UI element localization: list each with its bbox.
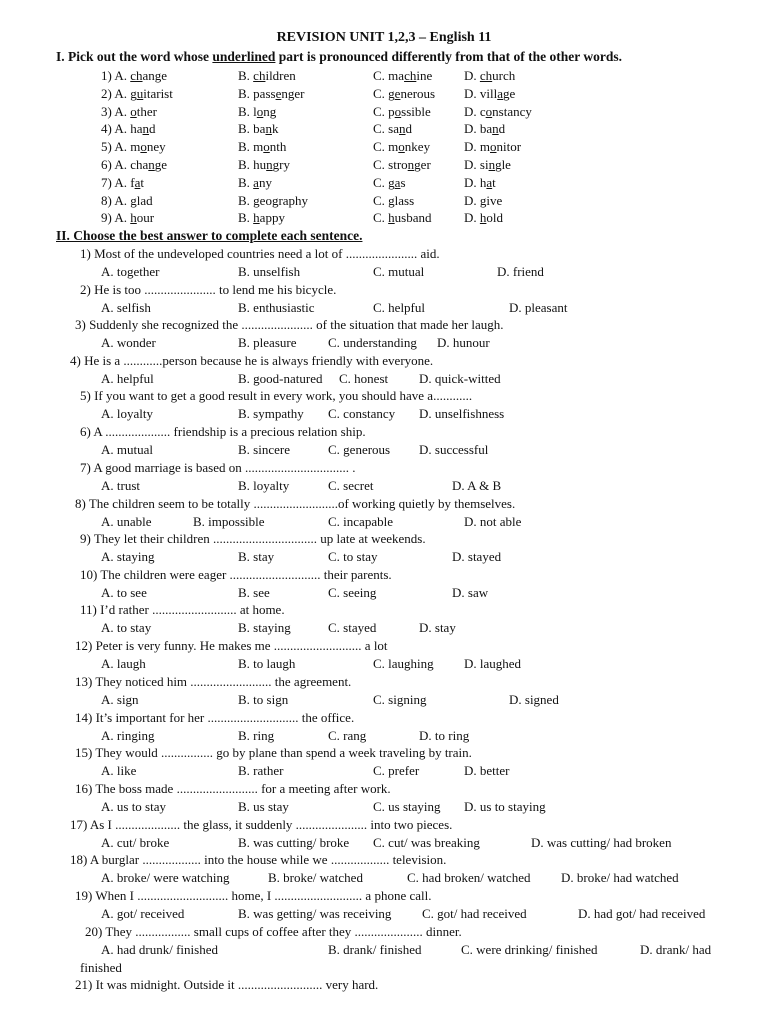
- question-15-option-b: B. rather: [238, 763, 284, 778]
- word-part: ny: [258, 174, 272, 190]
- pronunciation-item-3-option-c: [373, 103, 431, 120]
- underlined-part: n: [492, 121, 499, 137]
- word-part: ng: [263, 103, 277, 119]
- word-part: si: [479, 157, 489, 172]
- underlined-part: g: [130, 192, 137, 208]
- question-19-option-b: B. was getting/ was receiving: [238, 906, 392, 921]
- question-16-option-d: D. us to staying: [464, 799, 546, 814]
- question-10: 10) The children were eager ............................ their parents.: [80, 567, 392, 582]
- question-3-option-c: C. understanding: [328, 335, 417, 350]
- question-16-option-b: B. us stay: [238, 799, 289, 814]
- question-3-option-a: A. wonder: [101, 335, 156, 350]
- question-16-option-a: A. us to stay: [101, 799, 166, 814]
- word-part: ge: [154, 157, 168, 172]
- underlined-part: h: [479, 210, 487, 226]
- question-6-option-b: B. sincere: [238, 442, 290, 457]
- word-part: pass: [253, 85, 276, 101]
- option-letter: C.: [373, 103, 389, 119]
- word-part: ge: [503, 85, 516, 101]
- word-part: our: [136, 210, 155, 226]
- question-14-option-b: B. ring: [238, 728, 275, 743]
- word-part: nstancy: [492, 103, 532, 119]
- question-9-option-a: A. staying: [101, 549, 155, 564]
- heading-text: part is pronounced differently from that of the other words.: [275, 49, 623, 64]
- underlined-part: ch: [130, 68, 143, 83]
- question-20: 20) They ................. small cups of coffee after they ..................... dinner.: [85, 924, 462, 939]
- underlined-part: n: [407, 157, 415, 172]
- question-15-option-d: D. better: [464, 763, 510, 778]
- word-part: itarist: [143, 85, 173, 101]
- question-16: 16) The boss made ......................... for a meeting after work.: [75, 781, 391, 796]
- question-7-option-b: B. loyalty: [238, 478, 290, 493]
- question-4-option-c: C. honest: [339, 371, 389, 386]
- underlined-part: n: [266, 157, 273, 172]
- option-letter: 7) A.: [101, 174, 131, 190]
- pronunciation-item-4-option-a: [101, 120, 156, 137]
- question-2-option-c: C. helpful: [373, 300, 425, 315]
- option-letter: B.: [238, 174, 254, 190]
- question-1: 1) Most of the undeveloped countries need a lot of ...................... aid.: [80, 246, 440, 261]
- pronunciation-item-1-option-c: [373, 67, 432, 84]
- question-20-option-a: A. had drunk/ finished: [101, 942, 218, 957]
- question-4-option-a: A. helpful: [101, 371, 154, 386]
- question-1-option-c: C. mutual: [373, 264, 425, 279]
- question-3-option-d: D. hunour: [437, 335, 490, 350]
- word-part: urch: [492, 68, 516, 83]
- question-7-option-d: D. A & B: [452, 478, 502, 493]
- option-letter: C.: [373, 210, 389, 226]
- underlined-part: n: [148, 157, 155, 172]
- option-letter: 2) A.: [101, 85, 131, 101]
- question-10-option-c: C. seeing: [328, 585, 377, 600]
- underlined-part: e: [275, 85, 282, 101]
- question-15-option-c: C. prefer: [373, 763, 420, 778]
- option-letter: C.: [373, 139, 389, 155]
- question-10-option-a: A. to see: [101, 585, 147, 600]
- option-letter: C.: [373, 157, 389, 172]
- pronunciation-item-9-option-d: [464, 209, 503, 226]
- question-19-option-c: C. got/ had received: [422, 906, 527, 921]
- section-2-heading-text: II. Choose the best answer to complete each sentence.: [56, 228, 363, 243]
- question-19: 19) When I ............................ home, I ........................... a phone call.: [75, 888, 432, 903]
- option-letter: C.: [373, 121, 389, 137]
- question-18-option-a: A. broke/ were watching: [101, 870, 230, 885]
- option-letter: C.: [373, 174, 389, 190]
- option-letter: D.: [464, 157, 480, 172]
- question-2-option-b: B. enthusiastic: [238, 300, 315, 315]
- option-letter: C.: [373, 192, 389, 208]
- question-20-option-b: B. drank/ finished: [328, 942, 422, 957]
- question-18: 18) A burglar .................. into the house while we .................. television.: [70, 852, 447, 867]
- word-part: lass: [394, 192, 415, 208]
- question-14-option-a: A. ringing: [101, 728, 155, 743]
- question-9: 9) They let their children ................................ up late at weekends.: [80, 531, 426, 546]
- question-16-option-c: C. us staying: [373, 799, 441, 814]
- question-13-option-b: B. to sign: [238, 692, 289, 707]
- word-part: d: [498, 121, 506, 137]
- question-13-option-c: C. signing: [373, 692, 427, 707]
- pronunciation-item-9-option-a: [101, 209, 154, 226]
- pronunciation-item-3-option-b: [238, 103, 276, 120]
- underlined-part: g: [253, 192, 260, 208]
- option-letter: 8) A.: [101, 192, 131, 208]
- pronunciation-item-8-option-a: [101, 192, 153, 209]
- underlined-part: ch: [253, 68, 266, 83]
- option-letter: D.: [464, 103, 480, 119]
- pronunciation-item-9-option-c: [373, 209, 432, 226]
- pronunciation-item-2-option-c: [373, 85, 435, 102]
- option-letter: B.: [238, 121, 254, 137]
- pronunciation-item-8-option-c: [373, 192, 414, 209]
- question-14-option-d: D. to ring: [419, 728, 470, 743]
- word-part: eography: [259, 192, 309, 208]
- underlined-part: ch: [479, 68, 493, 83]
- underlined-part: n: [142, 121, 150, 137]
- question-5-option-d: D. unselfishness: [419, 406, 505, 421]
- underlined-part: n: [265, 121, 272, 137]
- question-18-option-d: D. broke/ had watched: [561, 870, 679, 885]
- pronunciation-item-5-option-c: [373, 138, 430, 155]
- underlined-part: ch: [404, 68, 417, 83]
- word-part: ildren: [265, 68, 296, 83]
- word-part: hu: [253, 157, 267, 172]
- question-4-option-d: D. quick-witted: [419, 371, 501, 386]
- word-part: sa: [388, 121, 400, 137]
- question-12-option-c: C. laughing: [373, 656, 434, 671]
- underlined-part: n: [399, 121, 406, 137]
- question-9-option-b: B. stay: [238, 549, 275, 564]
- word-part: d: [149, 121, 156, 137]
- pronunciation-item-5-option-b: [238, 138, 286, 155]
- word-part: appy: [259, 210, 285, 226]
- question-4-option-b: B. good-natured: [238, 371, 323, 386]
- question-15-option-a: A. like: [101, 763, 137, 778]
- question-19-option-a: A. got/ received: [101, 906, 185, 921]
- option-letter: 4) A.: [101, 121, 131, 137]
- option-letter: 1) A.: [101, 68, 131, 83]
- underlined-part: a: [486, 174, 493, 190]
- question-1-option-d: D. friend: [497, 264, 544, 279]
- word-part: ssible: [401, 103, 431, 119]
- option-letter: C.: [373, 68, 389, 83]
- option-letter: D.: [464, 68, 480, 83]
- pronunciation-item-5-option-d: [464, 138, 521, 155]
- question-9-option-c: C. to stay: [328, 549, 378, 564]
- pronunciation-item-8-option-b: [238, 192, 308, 209]
- word-part: nth: [269, 139, 287, 155]
- word-part: m: [388, 139, 399, 155]
- question-8-option-c: C. incapable: [328, 514, 393, 529]
- word-part: ma: [388, 68, 405, 83]
- question-13: 13) They noticed him ......................... the agreement.: [75, 674, 352, 689]
- question-7-option-c: C. secret: [328, 478, 374, 493]
- word-part: old: [486, 210, 504, 226]
- question-4: 4) He is a ............person because he is always friendly with everyone.: [70, 353, 434, 368]
- pronunciation-item-7-option-b: [238, 174, 272, 191]
- word-part: ba: [253, 121, 266, 137]
- question-17-option-a: A. cut/ broke: [101, 835, 170, 850]
- word-part: m: [130, 139, 141, 155]
- option-letter: B.: [238, 103, 254, 119]
- question-1-option-b: B. unselfish: [238, 264, 301, 279]
- section-2-heading: [56, 227, 362, 244]
- word-part: cha: [130, 157, 149, 172]
- question-8-option-d: D. not able: [464, 514, 522, 529]
- word-part: t: [140, 174, 144, 190]
- question-14-option-c: C. rang: [328, 728, 367, 743]
- underlined-part: o: [394, 103, 402, 119]
- question-17-option-b: B. was cutting/ broke: [238, 835, 350, 850]
- option-letter: C.: [373, 85, 389, 101]
- pronunciation-item-4-option-c: [373, 120, 412, 137]
- word-part: ba: [479, 121, 493, 137]
- pronunciation-item-2-option-a: [101, 85, 173, 102]
- question-11-option-b: B. staying: [238, 620, 291, 635]
- question-10-option-b: B. see: [238, 585, 270, 600]
- option-letter: 6) A.: [101, 157, 131, 172]
- question-9-option-d: D. stayed: [452, 549, 502, 564]
- pronunciation-item-6-option-b: [238, 156, 290, 173]
- word-part: m: [253, 139, 264, 155]
- word-part: c: [479, 103, 486, 119]
- word-part: d: [405, 121, 413, 137]
- pronunciation-item-3-option-a: [101, 103, 157, 120]
- pronunciation-item-2-option-b: [238, 85, 304, 102]
- word-part: f: [130, 174, 135, 190]
- section-1-heading: [56, 48, 622, 65]
- option-letter: B.: [238, 85, 254, 101]
- underlined-part: a: [497, 85, 504, 101]
- word-part: g: [388, 174, 395, 190]
- word-part: s: [400, 174, 406, 190]
- underlined-part: o: [256, 103, 264, 119]
- word-part: h: [479, 174, 487, 190]
- option-letter: D.: [464, 174, 480, 190]
- question-20-option-d: D. drank/ had: [640, 942, 712, 957]
- question-5-option-b: B. sympathy: [238, 406, 304, 421]
- pronunciation-item-6-option-a: [101, 156, 167, 173]
- question-11-option-d: D. stay: [419, 620, 456, 635]
- word-part: g: [388, 85, 395, 101]
- question-11: 11) I’d rather .......................... at home.: [80, 602, 285, 617]
- pronunciation-item-4-option-b: [238, 120, 278, 137]
- word-part: lad: [136, 192, 153, 208]
- question-8: 8) The children seem to be totally ..........................of working quietly by themselves.: [75, 496, 516, 511]
- word-part: k: [271, 121, 279, 137]
- word-part: p: [388, 103, 395, 119]
- question-13-option-a: A. sign: [101, 692, 139, 707]
- word-part: g: [130, 85, 137, 101]
- heading-text: I. Pick out the word whose: [56, 49, 213, 64]
- option-letter: D.: [464, 192, 480, 208]
- word-part: stro: [388, 157, 408, 172]
- word-part: ney: [146, 139, 166, 155]
- question-6-option-c: C. generous: [328, 442, 391, 457]
- underlined-part: o: [490, 139, 497, 155]
- underlined-part: h: [388, 210, 395, 226]
- underlined-part: o: [263, 139, 270, 155]
- option-letter: B.: [238, 157, 254, 172]
- option-letter: D.: [464, 139, 480, 155]
- question-11-option-c: C. stayed: [328, 620, 377, 635]
- pronunciation-item-6-option-c: [373, 156, 431, 173]
- question-17-option-c: C. cut/ was breaking: [373, 835, 480, 850]
- question-12-option-a: A. laugh: [101, 656, 146, 671]
- option-letter: D.: [464, 121, 480, 137]
- question-3: 3) Suddenly she recognized the ...................... of the situation that made her laugh.: [75, 317, 504, 332]
- question-13-option-d: D. signed: [509, 692, 559, 707]
- word-part: nerous: [400, 85, 436, 101]
- pronunciation-item-2-option-d: [464, 85, 515, 102]
- underlined-part: h: [130, 210, 137, 226]
- pronunciation-item-8-option-d: [464, 192, 502, 209]
- word-part: gle: [495, 157, 511, 172]
- option-letter: D.: [464, 210, 480, 226]
- pronunciation-item-7-option-c: [373, 174, 406, 191]
- question-18-option-c: C. had broken/ watched: [407, 870, 531, 885]
- underlined-part: g: [479, 192, 487, 208]
- pronunciation-item-7-option-d: [464, 174, 496, 191]
- pronunciation-item-6-option-d: [464, 156, 511, 173]
- underlined-part: g: [388, 192, 395, 208]
- question-6-option-a: A. mutual: [101, 442, 153, 457]
- word-part: ha: [130, 121, 143, 137]
- word-part: nkey: [404, 139, 431, 155]
- option-letter: B.: [238, 192, 254, 208]
- question-19-option-d: D. had got/ had received: [578, 906, 706, 921]
- word-part: ther: [136, 103, 157, 119]
- option-letter: 9) A.: [101, 210, 131, 226]
- question-17-option-d: D. was cutting/ had broken: [531, 835, 672, 850]
- question-2-option-d: D. pleasant: [509, 300, 568, 315]
- pronunciation-item-1-option-a: [101, 67, 167, 84]
- word-part: vill: [479, 85, 498, 101]
- question-12-option-d: D. laughed: [464, 656, 522, 671]
- option-letter: B.: [238, 139, 254, 155]
- question-10-option-d: D. saw: [452, 585, 489, 600]
- question-20-option-wrap: finished: [80, 960, 122, 975]
- pronunciation-item-1-option-d: [464, 67, 515, 84]
- question-5-option-a: A. loyalty: [101, 406, 153, 421]
- word-part: l: [253, 103, 257, 119]
- underlined-part: a: [394, 174, 401, 190]
- question-11-option-a: A. to stay: [101, 620, 152, 635]
- underlined-part: e: [394, 85, 401, 101]
- question-12-option-b: B. to laugh: [238, 656, 296, 671]
- heading-underlined-word: underlined: [212, 49, 276, 64]
- option-letter: 5) A.: [101, 139, 131, 155]
- word-part: nitor: [496, 139, 522, 155]
- option-letter: B.: [238, 210, 254, 226]
- word-part: m: [479, 139, 491, 155]
- pronunciation-item-1-option-b: [238, 67, 296, 84]
- underlined-part: o: [140, 139, 147, 155]
- word-part: ger: [414, 157, 431, 172]
- question-6: 6) A .................... friendship is a precious relation ship.: [80, 424, 366, 439]
- question-5: 5) If you want to get a good result in every work, you should have a............: [80, 388, 473, 403]
- underlined-part: n: [488, 157, 496, 172]
- underlined-part: u: [136, 85, 144, 101]
- question-17: 17) As I .................... the glass, it suddenly ...................... into two pieces.: [70, 817, 453, 832]
- underlined-part: o: [485, 103, 493, 119]
- word-part: usband: [394, 210, 432, 226]
- pronunciation-item-9-option-b: [238, 209, 285, 226]
- word-part: ine: [416, 68, 433, 83]
- word-part: t: [492, 174, 496, 190]
- question-3-option-b: B. pleasure: [238, 335, 297, 350]
- question-5-option-c: C. constancy: [328, 406, 396, 421]
- question-12: 12) Peter is very funny. He makes me ........................... a lot: [75, 638, 388, 653]
- underlined-part: o: [398, 139, 405, 155]
- pronunciation-item-3-option-d: [464, 103, 532, 120]
- question-8-option-b: B. impossible: [193, 514, 265, 529]
- underlined-part: h: [253, 210, 260, 226]
- page-title: REVISION UNIT 1,2,3 – English 11: [276, 30, 492, 45]
- question-18-option-b: B. broke/ watched: [268, 870, 363, 885]
- question-2-option-a: A. selfish: [101, 300, 151, 315]
- word-part: ive: [486, 192, 503, 208]
- underlined-part: a: [134, 174, 141, 190]
- option-letter: 3) A.: [101, 103, 131, 119]
- underlined-part: o: [130, 103, 137, 119]
- question-7: 7) A good marriage is based on ................................ .: [80, 460, 356, 475]
- question-1-option-a: A. together: [101, 264, 160, 279]
- pronunciation-item-5-option-a: [101, 138, 166, 155]
- question-2: 2) He is too ...................... to lend me his bicycle.: [80, 282, 337, 297]
- option-letter: B.: [238, 68, 254, 83]
- word-part: nger: [281, 85, 305, 101]
- question-7-option-a: A. trust: [101, 478, 140, 493]
- underlined-part: a: [253, 174, 259, 190]
- question-14: 14) It’s important for her ............................ the office.: [75, 710, 355, 725]
- question-6-option-d: D. successful: [419, 442, 489, 457]
- question-21: 21) It was midnight. Outside it .......................... very hard.: [75, 977, 379, 992]
- question-20-option-c: C. were drinking/ finished: [461, 942, 598, 957]
- option-letter: D.: [464, 85, 480, 101]
- pronunciation-item-4-option-d: [464, 120, 505, 137]
- pronunciation-item-7-option-a: [101, 174, 144, 191]
- word-part: ange: [142, 68, 168, 83]
- word-part: gry: [272, 157, 291, 172]
- question-8-option-a: A. unable: [101, 514, 152, 529]
- question-15: 15) They would ................ go by plane than spend a week traveling by train.: [75, 745, 472, 760]
